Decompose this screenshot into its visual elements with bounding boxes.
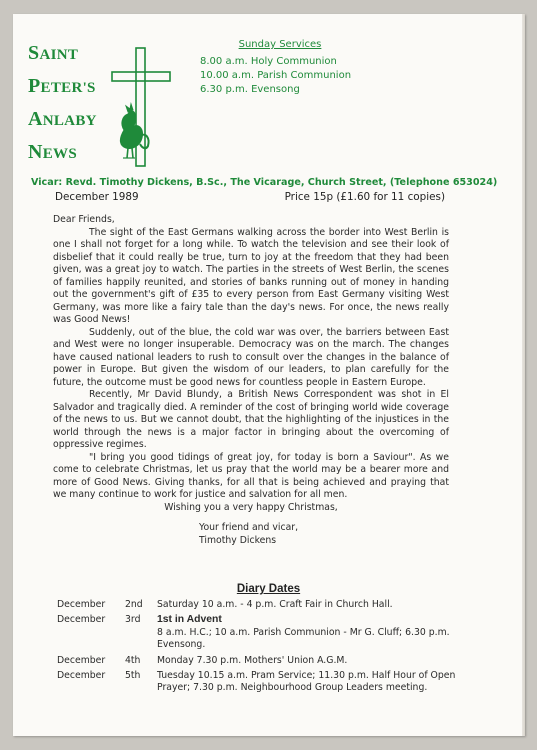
masthead-line-4 [28, 137, 97, 170]
masthead-line-1 [28, 38, 97, 71]
issue-line [55, 191, 445, 203]
masthead-initial-a: A [28, 108, 43, 130]
letter-closing: Your friend and vicar, [199, 522, 299, 533]
cross-logo [102, 46, 182, 175]
diary-text: Tuesday 10.15 a.m. Pram Service; 11.30 p.m. Half Hour of Open Prayer; 7.30 p.m. Neighbourhood Group Leaders meeting. [157, 670, 456, 694]
masthead-initial-p: P [28, 75, 41, 97]
masthead-initial-n: N [28, 141, 43, 163]
letter-paragraph: The sight of the East Germans walking across the border into West Berlin is one I shall not forget for a long while. To watch the television and see their look of disbelief that it could really be true, turn to joy at the freedom that they had been given, was a great joy to watch. The parties in the streets of West Berlin, the scenes of families happily reunited, and stories of banks running out of money in handing out the government's gift of £35 to every person from East Germany visiting West Germany, was more like a fairy tale than the day's news. For once, the news really was Good News! [53, 226, 449, 325]
masthead-rest-4: EWS [42, 146, 77, 162]
diary-month: December [57, 614, 106, 626]
page-edge [522, 14, 525, 736]
letter-paragraph: Suddenly, out of the blue, the cold war was over, the barriers between East and West were no longer insuperable. Democracy was on the march. The changes have caused national leaders to rush to consult over the changes in the balance of power in Europe. But given the wisdom of our leaders, to plan carefully for the future, the outcome must be good news for countless people in Eastern Europe. [53, 326, 449, 388]
services-heading: Sunday Services [238, 39, 322, 50]
diary-date [57, 670, 157, 695]
vicar-details: Vicar: Revd. Timothy Dickens, B.Sc., The Vicarage, Church Street, (Telephone 653024) [31, 177, 498, 188]
masthead [28, 38, 97, 170]
sunday-services [200, 38, 360, 97]
masthead-line-2 [28, 71, 97, 104]
diary-entry [57, 655, 457, 667]
diary-heading: 1st in Advent [157, 614, 222, 626]
diary-date [57, 655, 157, 667]
letter-paragraph: Recently, Mr David Blundy, a British News Correspondent was shot in El Salvador and tragically died. A reminder of the cost of bringing world wide coverage of the news to us. But we cannot doubt, that the highlighting of the injustices in the world through the news is a major factor in bringing about the overcoming of oppressive regimes. [53, 389, 449, 450]
diary-date [57, 599, 157, 611]
diary-text: Monday 7.30 p.m. Mothers' Union A.G.M. [157, 654, 348, 666]
masthead-rest-3: NLABY [42, 113, 97, 129]
letter-signature: Timothy Dickens [199, 534, 277, 546]
service-item: 10.00 a.m. Parish Communion [200, 70, 352, 81]
diary-day: 2nd [125, 599, 143, 610]
letter-paragraph: "I bring you good tidings of great joy, for today is born a Saviour". As we come to celebrate Christmas, let us pray that the world may be a bearer more and more of Good News. Giving thanks, for all that is being achieved and praying that we many continue to work for justice and salvation for all men. [53, 451, 449, 500]
issue-date: December 1989 [55, 191, 139, 203]
diary-day: 4th [125, 654, 141, 666]
letter-salutation: Dear Friends, [53, 214, 115, 225]
diary-month: December [57, 654, 106, 666]
diary-title: Diary Dates [236, 583, 301, 595]
diary-entry [57, 599, 457, 611]
diary-month: December [57, 670, 106, 682]
diary-text-block [157, 614, 457, 651]
diary-text: 8 a.m. H.C.; 10 a.m. Parish Communion - Mr G. Cluff; 6.30 p.m. Evensong. [157, 626, 450, 651]
letter-wish: Wishing you a very happy Christmas, [164, 501, 338, 513]
diary-entry [57, 614, 457, 651]
masthead-line-3 [28, 104, 97, 137]
masthead-initial-s: S [28, 42, 40, 64]
diary-date [57, 614, 157, 651]
diary-text: Saturday 10 a.m. - 4 p.m. Craft Fair in Church Hall. [157, 599, 393, 610]
vicar-letter [53, 214, 449, 547]
issue-price: Price 15p (£1.60 for 11 copies) [284, 191, 445, 203]
service-item: 6.30 p.m. Evensong [200, 84, 300, 95]
masthead-rest-2: ETER'S [40, 80, 96, 96]
diary-day: 3rd [125, 614, 141, 626]
service-item: 8.00 a.m. Holy Communion [200, 56, 337, 67]
diary-entry [57, 670, 457, 695]
cross-icon [102, 46, 182, 170]
masthead-rest-1: AINT [39, 47, 79, 63]
diary-day: 5th [125, 670, 141, 682]
diary-dates [57, 599, 457, 698]
diary-month: December [57, 599, 106, 610]
